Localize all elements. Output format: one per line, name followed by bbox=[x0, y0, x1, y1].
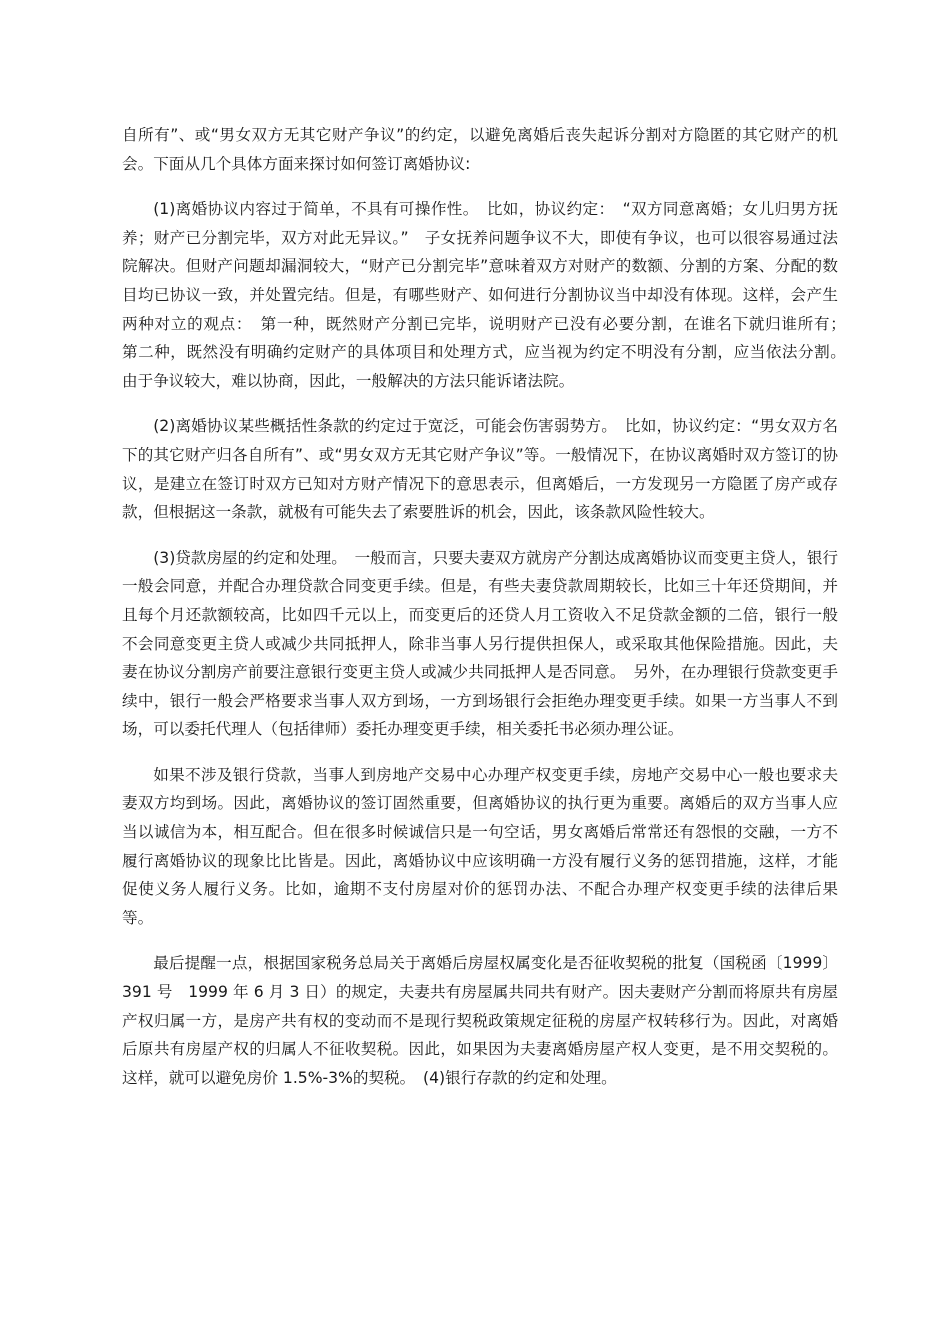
paragraph-item-3: (3)贷款房屋的约定和处理。 一般而言，只要夫妻双方就房产分割达成离婚协议而变更主贷人，银行一般会同意，并配合办理贷款合同变更手续。但是，有些夫妻贷款周期较长，比如三十年还贷期间，并且每个月还款额较高，比如四千元以上，而变更后的还贷人月工资收入不足贷款金额的二倍，银行一般不会同意变更主贷人或减少共同抵押人，除非当事人另行提供担保人，或采取其他保险措施。因此，夫妻在协议分割房产前要注意银行变更主贷人或减少共同抵押人是否同意。 另外，在办理银行贷款变更手续中，银行一般会严格要求当事人双方到场，一方到场银行会拒绝办理变更手续。如果一方当事人不到场，可以委托代理人（包括律师）委托办理变更手续，相关委托书必须办理公证。 bbox=[122, 548, 839, 739]
paragraph-item-1: (1)离婚协议内容过于简单，不具有可操作性。 比如，协议约定： “双方同意离婚；女儿归男方抚养；财产已分割完毕，双方对此无异议。” 子女抚养问题争议不大，即使有争议，也可以很容易通过法院解决。但财产问题却漏洞较大，“财产已分割完毕”意味着双方对财产的数额、分割的方案、分配的数目均已协议一致，并处置完结。但是，有哪些财产、如何进行分割协议当中却没有体现。这样，会产生两种对立的观点： 第一种，既然财产分割已完毕，说明财产已没有必要分割，在谁名下就归谁所有； 第二种，既然没有明确约定财产的具体项目和处理方式，应当视为约定不明没有分割，应当依法分割。 由于争议较大，难以协商，因此，一般解决的方法只能诉诸法院。 bbox=[122, 200, 854, 390]
paragraph-item-2: (2)离婚协议某些概括性条款的约定过于宽泛，可能会伤害弱势方。 比如，协议约定：“男女双方名下的其它财产归各自所有”、或“男女双方无其它财产争议”等。一般情况下，在协议离婚时双方签订的协议，是建立在签订时双方已知对方财产情况下的意思表示，但离婚后，一方发现另一方隐匿了房产或存款，但根据这一条款，就极有可能失去了索要胜诉的机会，因此，该条款风险性较大。 bbox=[122, 417, 838, 522]
paragraph-intro: 自所有”、或“男女双方无其它财产争议”的约定，以避免离婚后丧失起诉分割对方隐匿的其它财产的机会。下面从几个具体方面来探讨如何签订离婚协议: bbox=[122, 126, 838, 173]
paragraph-tax-reminder: 最后提醒一点，根据国家税务总局关于离婚后房屋权属变化是否征收契税的批复（国税函〔1999〕391 号 1999 年 6 月 3 日）的规定，夫妻共有房屋属共同共有财产。因夫妻财产分割而将原共有房屋产权归属一方，是房产共有权的变动而不是现行契税政策规定征税的房屋产权转移行为。因此，对离婚后原共有房屋产权的归属人不征收契税。因此，如果因为夫妻离婚房屋产权人变更，是不用交契税的。这样，就可以避免房价 1.5%-3%的契税。 (4)银行存款的约定和处理。 bbox=[122, 954, 838, 1087]
paragraph-bank-loan: 如果不涉及银行贷款，当事人到房地产交易中心办理产权变更手续，房地产交易中心一般也要求夫妻双方均到场。因此，离婚协议的签订固然重要，但离婚协议的执行更为重要。离婚后的双方当事人应当以诚信为本，相互配合。但在很多时候诚信只是一句空话，男女离婚后常常还有怨恨的交融，一方不履行离婚协议的现象比比皆是。因此，离婚协议中应该明确一方没有履行义务的惩罚措施，这样，才能促使义务人履行义务。比如，逾期不支付房屋对价的惩罚办法、不配合办理产权变更手续的法律后果等。 bbox=[122, 765, 838, 927]
document-body bbox=[122, 121, 854, 1109]
